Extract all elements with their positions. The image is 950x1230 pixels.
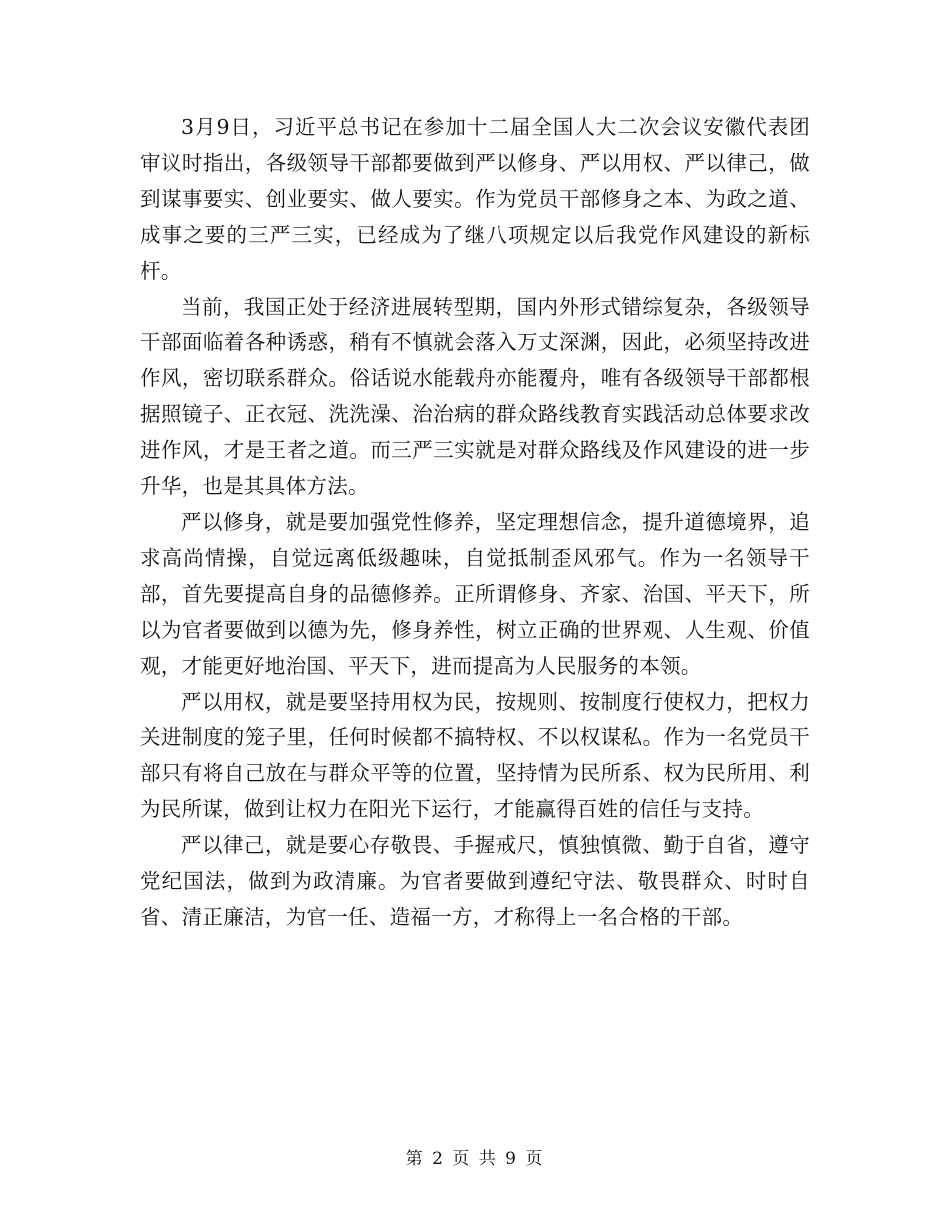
paragraph-1: 3月9日，习近平总书记在参加十二届全国人大二次会议安徽代表团审议时指出，各级领导干部都要做到严以修身、严以用权、严以律己，做到谋事要实、创业要实、做人要实。作为党员干部修身之本、为政之道、成事之要的三严三实，已经成为了继八项规定以后我党作风建设的新标杆。 <box>140 115 810 283</box>
document-body <box>140 110 810 936</box>
paragraph-3: 严以修身，就是要加强党性修养，坚定理想信念，提升道德境界，追求高尚情操，自觉远离低级趣味，自觉抵制歪风邪气。作为一名领导干部，首先要提高自身的品德修养。正所谓修身、齐家、治国、平天下，所以为官者要做到以德为先，修身养性，树立正确的世界观、人生观、价值观，才能更好地治国、平天下，进而提高为人民服务的本领。 <box>140 509 810 678</box>
page-number-footer: 第 2 页 共 9 页 <box>405 1149 545 1169</box>
paragraph-4: 严以用权，就是要坚持用权为民，按规则、按制度行使权力，把权力关进制度的笼子里，任何时候都不搞特权、不以权谋私。作为一名党员干部只有将自己放在与群众平等的位置，坚持情为民所系、权为民所用、利为民所谋，做到让权力在阳光下运行，才能赢得百姓的信任与支持。 <box>140 689 810 822</box>
paragraph-5: 严以律己，就是要心存敬畏、手握戒尺，慎独慎微、勤于自省，遵守党纪国法，做到为政清廉。为官者要做到遵纪守法、敬畏群众、时时自省、清正廉洁，为官一任、造福一方，才称得上一名合格的干部。 <box>140 833 810 929</box>
paragraph-2: 当前，我国正处于经济进展转型期，国内外形式错综复杂，各级领导干部面临着各种诱惑，稍有不慎就会落入万丈深渊，因此，必须坚持改进作风，密切联系群众。俗话说水能载舟亦能覆舟，唯有各级领导干部都根据照镜子、正衣冠、洗洗澡、治治病的群众路线教育实践活动总体要求改进作风，才是王者之道。而三严三实就是对群众路线及作风建设的进一步升华，也是其具体方法。 <box>140 294 810 499</box>
